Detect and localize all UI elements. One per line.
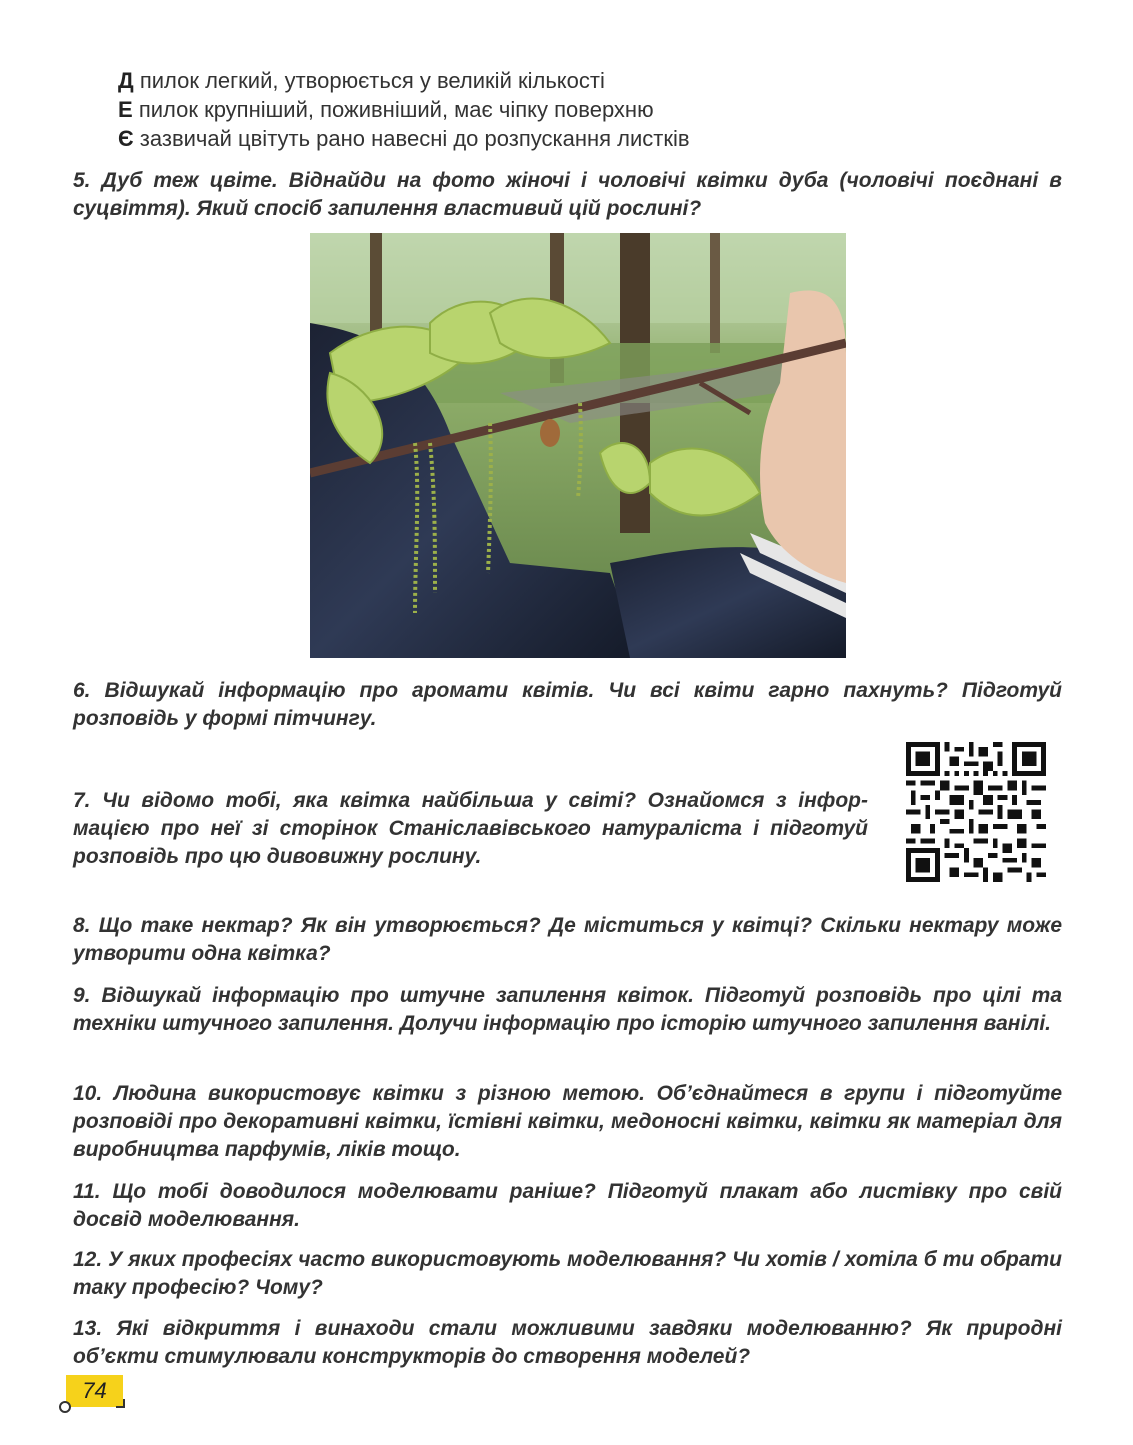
corner-bracket-mark	[116, 1399, 125, 1408]
page-number: 74	[66, 1375, 123, 1407]
option-text: пилок легкий, утворюється у великій кількості	[139, 68, 605, 93]
option-ye	[118, 124, 1018, 153]
option-letter: Є	[118, 126, 134, 151]
question-7: 7. Чи відомо тобі, яка квітка найбільша у світі? Ознайомся з інформацією про неї зі сторінок Станіславівського натураліста і підготуй розповідь про цю дивовижну рослину.	[73, 789, 868, 868]
option-text: зазвичай цвітуть рано навесні до розпускання листків	[139, 126, 690, 151]
answer-options	[118, 66, 1018, 153]
option-letter: Е	[118, 97, 133, 122]
qr-code[interactable]	[906, 742, 1046, 882]
question-13: 13. Які відкриття і винаходи стали можливими завдяки моделюванню? Як природні об’єкти стимулювали конструкторів до створення моделей?	[73, 1317, 1062, 1368]
option-text: пилок крупніший, поживніший, має чіпку поверхню	[138, 97, 654, 122]
option-e	[118, 95, 1018, 124]
question-10: 10. Людина використовує квітки з різною метою. Об’єднайтеся в групи і підготуйте розповіді про декоративні квітки, їстівні квітки, медоносні квітки, квітки як матеріал для виробництва парфумів, ліків тощо.	[73, 1082, 1062, 1161]
corner-dot-mark	[59, 1401, 71, 1413]
question-8: 8. Що таке нектар? Як він утворюється? Де міститься у квітці? Скільки нектару може утворити одна квітка?	[73, 914, 1062, 965]
option-letter: Д	[118, 68, 134, 93]
oak-branch-photo	[310, 233, 846, 658]
question-6: 6. Відшукай інформацію про аромати квітів. Чи всі квіти гарно пахнуть? Підготуй розповідь у формі пітчингу.	[73, 679, 1062, 730]
question-11: 11. Що тобі доводилося моделювати раніше? Підготуй плакат або листівку про свій досвід моделювання.	[73, 1180, 1062, 1231]
question-9: 9. Відшукай інформацію про штучне запилення квіток. Підготуй розповідь про цілі та техніки штучного запилення. Долучи інформацію про історію штучного запилення ванілі.	[73, 984, 1062, 1035]
question-12: 12. У яких професіях часто використовують моделювання? Чи хотів / хотіла б ти обрати таку професію? Чому?	[73, 1248, 1062, 1299]
option-d	[118, 66, 1018, 95]
question-5: 5. Дуб теж цвіте. Віднайди на фото жіночі і чоловічі квітки дуба (чоловічі поєднані в суцвіття). Який спосіб запилення властивий цій рослині?	[73, 169, 1062, 220]
